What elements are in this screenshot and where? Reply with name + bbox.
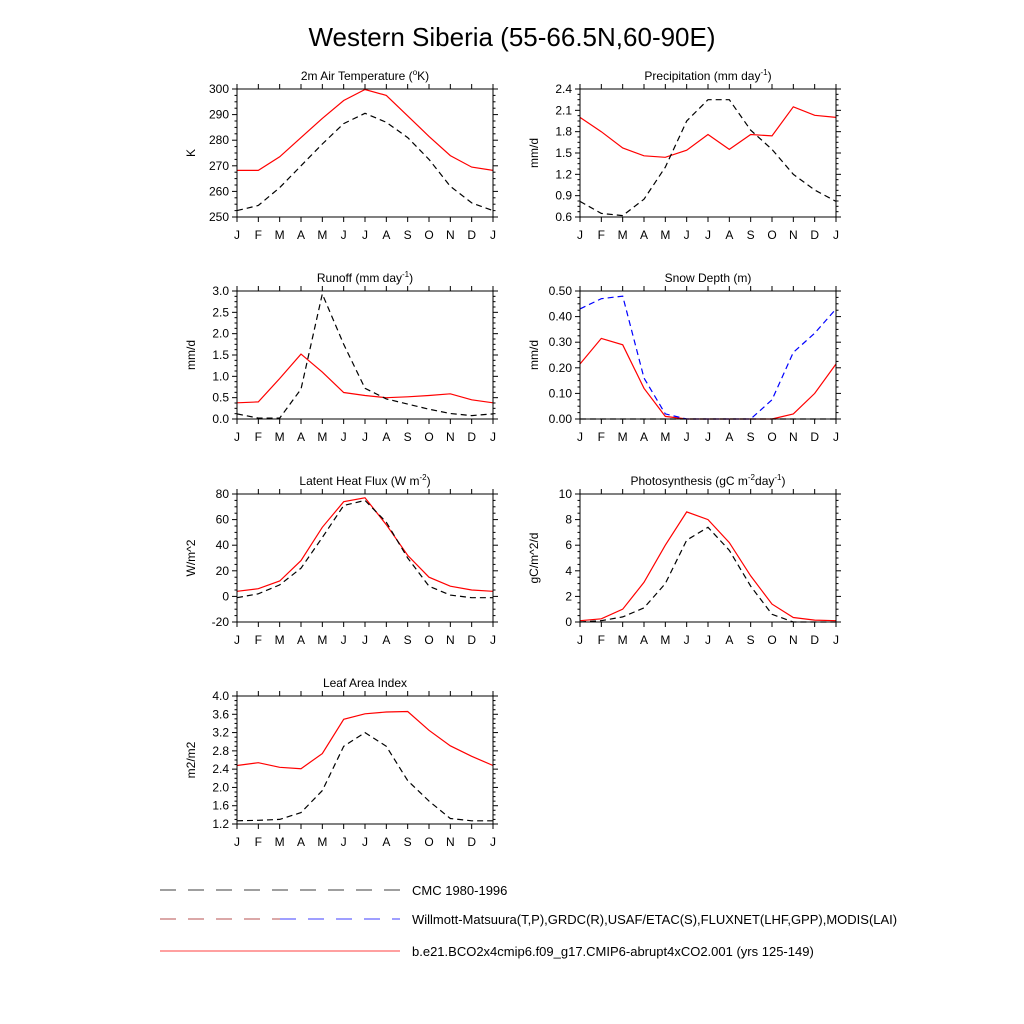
y-tick-label: 0.5 — [212, 390, 229, 405]
series-line-model — [237, 354, 493, 403]
panel-title-part: ) — [426, 474, 431, 488]
y-axis-label: gC/m^2/d — [527, 532, 541, 584]
panel-title-part: -1 — [774, 473, 782, 482]
y-tick-label: 2.4 — [212, 762, 229, 777]
x-tick-label: J — [705, 430, 711, 444]
y-tick-label: 40 — [215, 538, 229, 553]
plot-frame — [237, 494, 493, 622]
x-tick-label: N — [445, 228, 455, 242]
x-tick-label: A — [725, 430, 734, 444]
y-tick-label: 0.6 — [555, 210, 572, 224]
x-tick-label: D — [810, 228, 820, 242]
x-tick-label: S — [403, 633, 412, 647]
x-tick-label: J — [577, 228, 583, 242]
y-tick-label: 0.40 — [548, 309, 572, 324]
series-line-model — [237, 498, 493, 592]
y-tick-label: -20 — [211, 615, 229, 629]
x-tick-label: J — [490, 228, 496, 242]
panel-title-part: Leaf Area Index — [322, 676, 408, 690]
x-tick-label: J — [340, 228, 347, 242]
y-tick-label: 6 — [565, 538, 572, 553]
plot-frame — [580, 291, 836, 419]
x-tick-label: J — [362, 835, 368, 849]
x-tick-label: A — [296, 228, 306, 242]
legend-label: b.e21.BCO2x4cmip6.f09_g17.CMIP6-abrupt4xCO2.001 (yrs 125-149) — [412, 944, 814, 959]
x-tick-label: O — [767, 430, 777, 444]
panel-title — [317, 270, 413, 285]
x-tick-label: O — [424, 633, 434, 647]
x-tick-label: M — [617, 633, 628, 647]
x-tick-label: S — [746, 228, 755, 242]
x-tick-label: D — [467, 633, 477, 647]
chart-panel-6 — [527, 473, 841, 647]
x-tick-label: M — [274, 228, 285, 242]
x-tick-label: A — [296, 835, 306, 849]
y-tick-label: 1.2 — [555, 167, 572, 182]
x-tick-label: A — [639, 228, 649, 242]
series-line-obs — [237, 733, 493, 821]
y-tick-label: 2.0 — [212, 780, 229, 795]
y-axis-label: mm/d — [527, 138, 541, 168]
y-tick-label: 0 — [565, 615, 572, 629]
y-axis-label: mm/d — [184, 340, 198, 370]
y-tick-label: 250 — [208, 210, 229, 224]
y-tick-label: 2.8 — [212, 743, 229, 758]
x-tick-label: M — [274, 633, 285, 647]
panel-title-part: ) — [409, 271, 414, 285]
y-tick-label: 290 — [208, 107, 229, 122]
y-tick-label: 3.0 — [212, 284, 229, 298]
x-tick-label: J — [833, 430, 839, 444]
x-tick-label: J — [340, 430, 347, 444]
x-tick-label: F — [597, 228, 606, 242]
x-tick-label: A — [382, 228, 391, 242]
x-tick-label: N — [445, 633, 455, 647]
x-tick-label: J — [362, 633, 368, 647]
y-tick-label: 0.0 — [212, 412, 229, 426]
x-tick-label: M — [274, 835, 285, 849]
x-tick-label: J — [362, 430, 368, 444]
x-tick-label: J — [705, 633, 711, 647]
x-tick-label: O — [767, 633, 777, 647]
panel-title-part: Latent Heat Flux (W m — [299, 474, 420, 488]
panel-title-part: ) — [781, 474, 786, 488]
panel-title-part: 2m Air Temperature ( — [300, 69, 413, 83]
series-line-model — [580, 338, 836, 419]
x-tick-label: D — [467, 228, 477, 242]
x-tick-label: J — [490, 430, 496, 444]
x-tick-label: M — [617, 228, 628, 242]
plot-frame — [237, 696, 493, 824]
x-tick-label: S — [403, 835, 412, 849]
x-tick-label: S — [403, 430, 412, 444]
y-axis-label: K — [184, 148, 198, 158]
x-tick-label: A — [639, 633, 649, 647]
main-title: Western Siberia (55-66.5N,60-90E) — [308, 22, 716, 52]
panel-title — [631, 473, 786, 488]
x-tick-label: O — [424, 228, 434, 242]
x-tick-label: F — [254, 835, 263, 849]
y-tick-label: 0.20 — [548, 360, 572, 375]
x-tick-label: A — [296, 430, 306, 444]
chart-panel-7 — [184, 676, 498, 849]
y-tick-label: 300 — [208, 82, 229, 96]
y-tick-label: 60 — [215, 512, 229, 527]
x-tick-label: M — [660, 633, 671, 647]
y-tick-label: 1.8 — [555, 124, 572, 139]
panel-title-part: -1 — [760, 68, 768, 77]
x-tick-label: N — [445, 835, 455, 849]
y-axis-label: W/m^2 — [184, 539, 198, 577]
x-tick-label: J — [234, 633, 240, 647]
series-line-cmc — [580, 296, 836, 419]
x-tick-label: J — [833, 228, 839, 242]
x-tick-label: S — [746, 430, 755, 444]
x-tick-label: M — [317, 430, 328, 444]
y-tick-label: 10 — [558, 487, 572, 501]
y-axis-label: m2/m2 — [184, 741, 198, 779]
x-tick-label: J — [340, 835, 347, 849]
y-tick-label: 280 — [208, 133, 229, 148]
y-tick-label: 4 — [565, 563, 572, 578]
x-tick-label: F — [597, 430, 606, 444]
y-tick-label: 3.6 — [212, 707, 229, 722]
series-line-model — [237, 90, 493, 171]
x-tick-label: D — [467, 430, 477, 444]
x-tick-label: J — [833, 633, 839, 647]
series-line-model — [580, 512, 836, 621]
series-line-model — [580, 107, 836, 158]
x-tick-label: A — [382, 430, 391, 444]
y-tick-label: 0.50 — [548, 284, 572, 298]
panel-title-part: -2 — [419, 473, 427, 482]
x-tick-label: J — [490, 633, 496, 647]
x-tick-label: O — [767, 228, 777, 242]
panel-title-part: -2 — [747, 473, 756, 482]
x-tick-label: J — [340, 633, 347, 647]
x-tick-label: N — [445, 430, 455, 444]
legend-label: CMC 1980-1996 — [412, 883, 508, 898]
panel-title-part: K) — [417, 69, 430, 83]
y-tick-label: 1.6 — [212, 798, 229, 813]
panels — [184, 68, 841, 849]
legend-entry-2 — [160, 912, 897, 927]
x-tick-label: D — [810, 633, 820, 647]
x-tick-label: F — [254, 633, 263, 647]
panel-title — [665, 271, 752, 285]
series-line-obs — [580, 527, 836, 622]
y-tick-label: 0.00 — [548, 412, 572, 426]
legend-entry-1 — [160, 883, 507, 898]
y-tick-label: 20 — [215, 563, 229, 578]
panel-title-part: Runoff (mm day — [316, 271, 403, 285]
x-tick-label: O — [424, 835, 434, 849]
x-tick-label: S — [746, 633, 755, 647]
x-tick-label: M — [274, 430, 285, 444]
x-tick-label: O — [424, 430, 434, 444]
y-tick-label: 8 — [565, 512, 572, 527]
x-tick-label: J — [683, 430, 690, 444]
x-tick-label: M — [660, 430, 671, 444]
panel-title-part: Snow Depth (m) — [664, 271, 752, 285]
x-tick-label: J — [683, 228, 690, 242]
x-tick-label: A — [725, 228, 734, 242]
series-line-obs — [580, 100, 836, 216]
x-tick-label: A — [296, 633, 306, 647]
y-axis-label: mm/d — [527, 340, 541, 370]
panel-title — [323, 676, 407, 690]
x-tick-label: F — [254, 228, 263, 242]
panel-title-part: day — [755, 474, 775, 488]
y-tick-label: 0.10 — [548, 386, 572, 401]
y-tick-label: 2.5 — [212, 305, 229, 320]
x-tick-label: N — [788, 430, 798, 444]
y-tick-label: 1.2 — [212, 817, 229, 831]
panel-title — [299, 473, 430, 488]
x-tick-label: J — [362, 228, 368, 242]
x-tick-label: J — [705, 228, 711, 242]
chart-panel-2 — [527, 68, 841, 242]
x-tick-label: D — [810, 430, 820, 444]
x-tick-label: J — [234, 430, 240, 444]
y-tick-label: 1.0 — [212, 369, 229, 384]
panel-title — [644, 68, 771, 83]
panel-title-part: Photosynthesis (gC m — [630, 474, 748, 488]
y-tick-label: 270 — [208, 158, 229, 173]
x-tick-label: A — [639, 430, 649, 444]
x-tick-label: A — [725, 633, 734, 647]
y-tick-label: 0.9 — [555, 188, 572, 203]
x-tick-label: M — [317, 633, 328, 647]
x-tick-label: A — [382, 633, 391, 647]
x-tick-label: J — [683, 633, 690, 647]
y-tick-label: 2.4 — [555, 82, 572, 96]
y-tick-label: 260 — [208, 184, 229, 199]
x-tick-label: N — [788, 633, 798, 647]
y-tick-label: 0 — [222, 589, 229, 604]
legend-label: Willmott-Matsuura(T,P),GRDC(R),USAF/ETAC(S),FLUXNET(LHF,GPP),MODIS(LAI) — [412, 912, 898, 927]
chart-panel-1 — [184, 68, 498, 242]
x-tick-label: M — [660, 228, 671, 242]
y-tick-label: 2 — [565, 589, 572, 604]
y-tick-label: 1.5 — [555, 146, 572, 160]
chart-panel-4 — [527, 271, 841, 444]
chart-panel-5 — [184, 473, 498, 647]
plot-frame — [237, 89, 493, 217]
x-tick-label: J — [490, 835, 496, 849]
x-tick-label: J — [577, 430, 583, 444]
series-line-model — [237, 712, 493, 769]
x-tick-label: A — [382, 835, 391, 849]
panel-title-part: ) — [767, 69, 772, 83]
panel-title — [301, 68, 429, 83]
y-tick-label: 2.0 — [212, 326, 229, 341]
x-tick-label: M — [617, 430, 628, 444]
x-tick-label: N — [788, 228, 798, 242]
x-tick-label: F — [254, 430, 263, 444]
y-tick-label: 1.5 — [212, 348, 229, 362]
y-tick-label: 0.30 — [548, 335, 572, 350]
x-tick-label: D — [467, 835, 477, 849]
x-tick-label: J — [234, 228, 240, 242]
chart-panel-3 — [184, 270, 498, 444]
x-tick-label: M — [317, 835, 328, 849]
x-tick-label: F — [597, 633, 606, 647]
y-tick-label: 4.0 — [212, 689, 229, 703]
plot-frame — [237, 291, 493, 419]
panel-title-part: o — [412, 68, 418, 77]
panel-title-part: -1 — [402, 270, 410, 279]
legend — [160, 883, 897, 959]
series-line-obs — [237, 294, 493, 418]
x-tick-label: M — [317, 228, 328, 242]
legend-entry-3 — [160, 944, 814, 959]
y-tick-label: 80 — [215, 487, 229, 501]
series-line-obs — [237, 113, 493, 210]
x-tick-label: J — [234, 835, 240, 849]
plot-frame — [580, 494, 836, 622]
y-tick-label: 2.1 — [555, 103, 572, 118]
x-tick-label: J — [577, 633, 583, 647]
x-tick-label: S — [403, 228, 412, 242]
panel-title-part: Precipitation (mm day — [644, 69, 761, 83]
y-tick-label: 3.2 — [212, 725, 229, 740]
